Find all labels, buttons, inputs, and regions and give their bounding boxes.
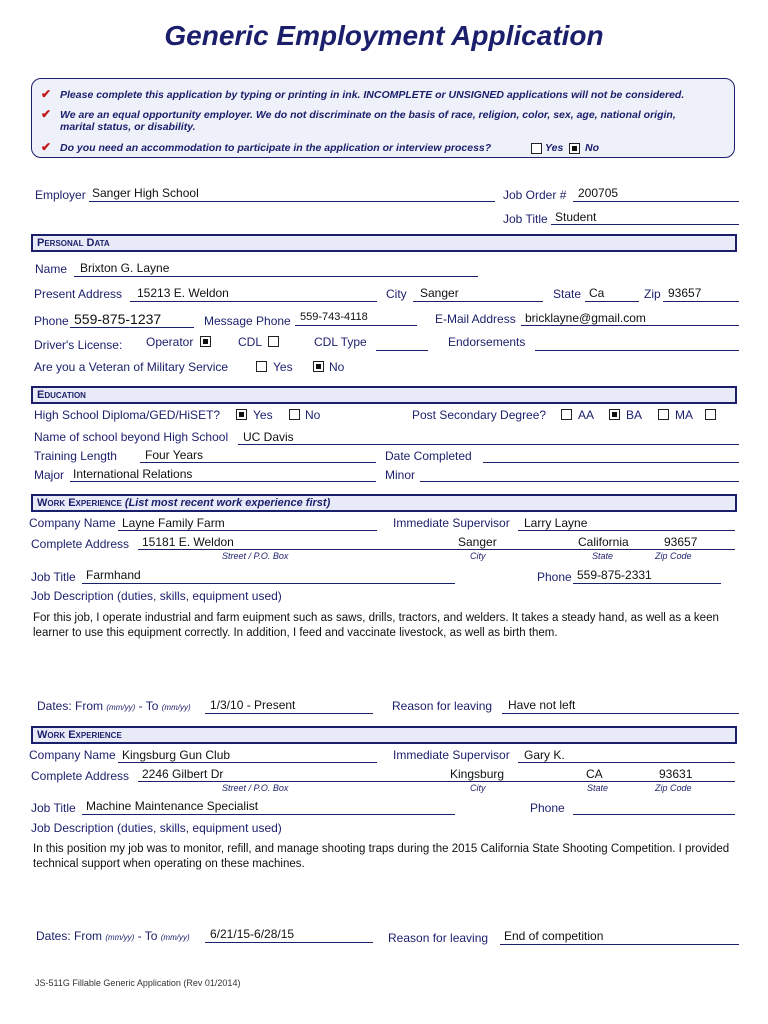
company-name-field[interactable]: Kingsburg Gun Club [122, 748, 231, 762]
present-address-label: Present Address [34, 287, 123, 301]
aa-label: AA [578, 408, 595, 422]
job-title-label: Job Title [31, 570, 76, 584]
address-city-field[interactable]: Kingsburg [450, 767, 505, 781]
veteran-no-label: No [329, 360, 345, 374]
notice-line-1: Please complete this application by typing or printing in ink. INCOMPLETE or UNSIGNED applications will not be considered. [60, 89, 685, 101]
operator-label: Operator [146, 335, 194, 349]
job-title-field[interactable]: Machine Maintenance Specialist [86, 799, 259, 813]
employer-field[interactable]: Sanger High School [92, 186, 199, 200]
zip-sublabel: Zip Code [655, 551, 692, 561]
name-field[interactable]: Brixton G. Layne [80, 261, 170, 275]
hs-no-label: No [305, 408, 321, 422]
job-title-label: Job Title [31, 801, 76, 815]
ba-label: BA [626, 408, 643, 422]
school-label: Name of school beyond High School [34, 430, 229, 444]
phone-label: Phone [530, 801, 565, 815]
supervisor-label: Immediate Supervisor [393, 516, 510, 530]
job-description-field[interactable]: In this position my job was to monitor, refill, and manage shooting traps during the 2015 California State Shooting Competition. I provided technical support when operating on these machines. [33, 843, 730, 870]
veteran-label: Are you a Veteran of Military Service [34, 360, 229, 374]
veteran-yes-checkbox[interactable] [256, 361, 267, 372]
section-personal-data: Personal Data [31, 234, 737, 252]
cdl-label: CDL [238, 335, 263, 349]
supervisor-field[interactable]: Larry Layne [524, 516, 588, 530]
zip-field[interactable]: 93657 [668, 286, 702, 300]
operator-checkbox[interactable] [200, 336, 211, 347]
message-phone-label: Message Phone [204, 314, 291, 328]
job-order-field[interactable]: 200705 [578, 186, 619, 200]
ba-checkbox[interactable] [609, 409, 620, 420]
form-footer: JS-511G Fillable Generic Application (Rev 01/2014) [35, 978, 241, 988]
dates-from-label: Dates: From (mm/yy) - To (mm/yy) [37, 699, 191, 713]
checkmark-icon: ✔ [41, 107, 52, 121]
job-description-label: Job Description (duties, skills, equipment used) [31, 821, 282, 835]
dates-field[interactable]: 6/21/15-6/28/15 [210, 927, 295, 941]
street-field[interactable]: 2246 Gilbert Dr [142, 767, 224, 781]
employer-label: Employer [35, 188, 86, 202]
ma-label: MA [675, 408, 693, 422]
section-work-experience-2: Work Experience [31, 726, 737, 744]
section-work-experience-1: Work Experience (List most recent work experience first) [31, 494, 737, 512]
city-field[interactable]: Sanger [420, 286, 459, 300]
school-field[interactable]: UC Davis [243, 430, 294, 444]
address-state-field[interactable]: CA [586, 767, 603, 781]
phone-field[interactable]: 559-875-2331 [577, 568, 652, 582]
company-name-label: Company Name [29, 748, 116, 762]
job-description-field[interactable]: For this job, I operate industrial and farm euipment such as saws, drills, tractors, and welders. It takes a steady hand, as well as a keen learner to use this equipment correctly. In addition, I feed and vaccinate livestock, as well as birth them. [33, 612, 719, 639]
accommodation-yes-checkbox[interactable] [531, 143, 542, 154]
hs-no-checkbox[interactable] [289, 409, 300, 420]
hs-diploma-label: High School Diploma/GED/HiSET? [34, 408, 221, 422]
section-education: Education [31, 386, 737, 404]
page-title: Generic Employment Application [164, 20, 604, 51]
checkmark-icon: ✔ [41, 87, 52, 101]
job-title-field[interactable]: Farmhand [86, 568, 141, 582]
present-address-field[interactable]: 15213 E. Weldon [137, 286, 229, 300]
zip-label: Zip [644, 287, 661, 301]
reason-leaving-label: Reason for leaving [388, 931, 489, 945]
accommodation-no-checkbox[interactable] [569, 143, 580, 154]
major-label: Major [34, 468, 65, 482]
city-sublabel: City [470, 551, 486, 561]
company-name-field[interactable]: Layne Family Farm [122, 516, 225, 530]
company-name-label: Company Name [29, 516, 116, 530]
city-sublabel: City [470, 783, 486, 793]
dates-field[interactable]: 1/3/10 - Present [210, 698, 296, 712]
hs-yes-checkbox[interactable] [236, 409, 247, 420]
minor-label: Minor [385, 468, 416, 482]
state-sublabel: State [592, 551, 614, 561]
address-zip-field[interactable]: 93657 [664, 535, 698, 549]
hs-yes-label: Yes [253, 408, 273, 422]
name-label: Name [35, 262, 68, 276]
supervisor-field[interactable]: Gary K. [524, 748, 565, 762]
address-state-field[interactable]: California [578, 535, 629, 549]
email-field[interactable]: bricklayne@gmail.com [525, 311, 646, 325]
complete-address-label: Complete Address [31, 769, 130, 783]
accommodation-yes-label: Yes [545, 142, 564, 154]
date-completed-label: Date Completed [385, 449, 472, 463]
training-length-label: Training Length [34, 449, 117, 463]
checkmark-icon: ✔ [41, 140, 52, 154]
zip-sublabel: Zip Code [655, 783, 692, 793]
ma-checkbox[interactable] [658, 409, 669, 420]
state-sublabel: State [587, 783, 609, 793]
major-field[interactable]: International Relations [73, 467, 193, 481]
veteran-yes-label: Yes [273, 360, 293, 374]
address-zip-field[interactable]: 93631 [659, 767, 693, 781]
notice-box [31, 78, 735, 158]
aa-checkbox[interactable] [561, 409, 572, 420]
complete-address-label: Complete Address [31, 537, 130, 551]
job-order-label: Job Order # [503, 188, 567, 202]
reason-leaving-field[interactable]: End of competition [504, 929, 604, 943]
reason-leaving-field[interactable]: Have not left [508, 698, 576, 712]
notice-line-3: Do you need an accommodation to participate in the application or interview process? [60, 142, 492, 154]
other-degree-checkbox[interactable] [705, 409, 716, 420]
city-label: City [386, 287, 407, 301]
phone-label: Phone [537, 570, 572, 584]
phone-label: Phone [34, 314, 69, 328]
job-title-label: Job Title [503, 212, 548, 226]
notice-line-2b: marital status, or disability. [60, 121, 196, 133]
cdl-checkbox[interactable] [268, 336, 279, 347]
drivers-license-label: Driver's License: [34, 338, 123, 352]
dates-from-label: Dates: From (mm/yy) - To (mm/yy) [36, 929, 190, 943]
address-city-field[interactable]: Sanger [458, 535, 497, 549]
notice-line-2a: We are an equal opportunity employer. We do not discriminate on the basis of race, religion, color, sex, age, national origin, [60, 109, 676, 121]
state-label: State [553, 287, 582, 301]
message-phone-field[interactable]: 559-743-4118 [300, 311, 368, 323]
street-sublabel: Street / P.O. Box [222, 783, 289, 793]
reason-leaving-label: Reason for leaving [392, 699, 493, 713]
accommodation-no-label: No [585, 142, 599, 154]
endorsements-label: Endorsements [448, 335, 526, 349]
supervisor-label: Immediate Supervisor [393, 748, 510, 762]
street-field[interactable]: 15181 E. Weldon [142, 535, 234, 549]
veteran-no-checkbox[interactable] [313, 361, 324, 372]
post-secondary-label: Post Secondary Degree? [412, 408, 547, 422]
cdl-type-label: CDL Type [314, 335, 367, 349]
street-sublabel: Street / P.O. Box [222, 551, 289, 561]
job-description-label: Job Description (duties, skills, equipment used) [31, 589, 282, 603]
email-label: E-Mail Address [435, 312, 516, 326]
training-length-field[interactable]: Four Years [145, 448, 204, 462]
state-field[interactable]: Ca [589, 286, 605, 300]
job-title-field[interactable]: Student [555, 210, 597, 224]
phone-field[interactable]: 559-875-1237 [74, 311, 162, 327]
